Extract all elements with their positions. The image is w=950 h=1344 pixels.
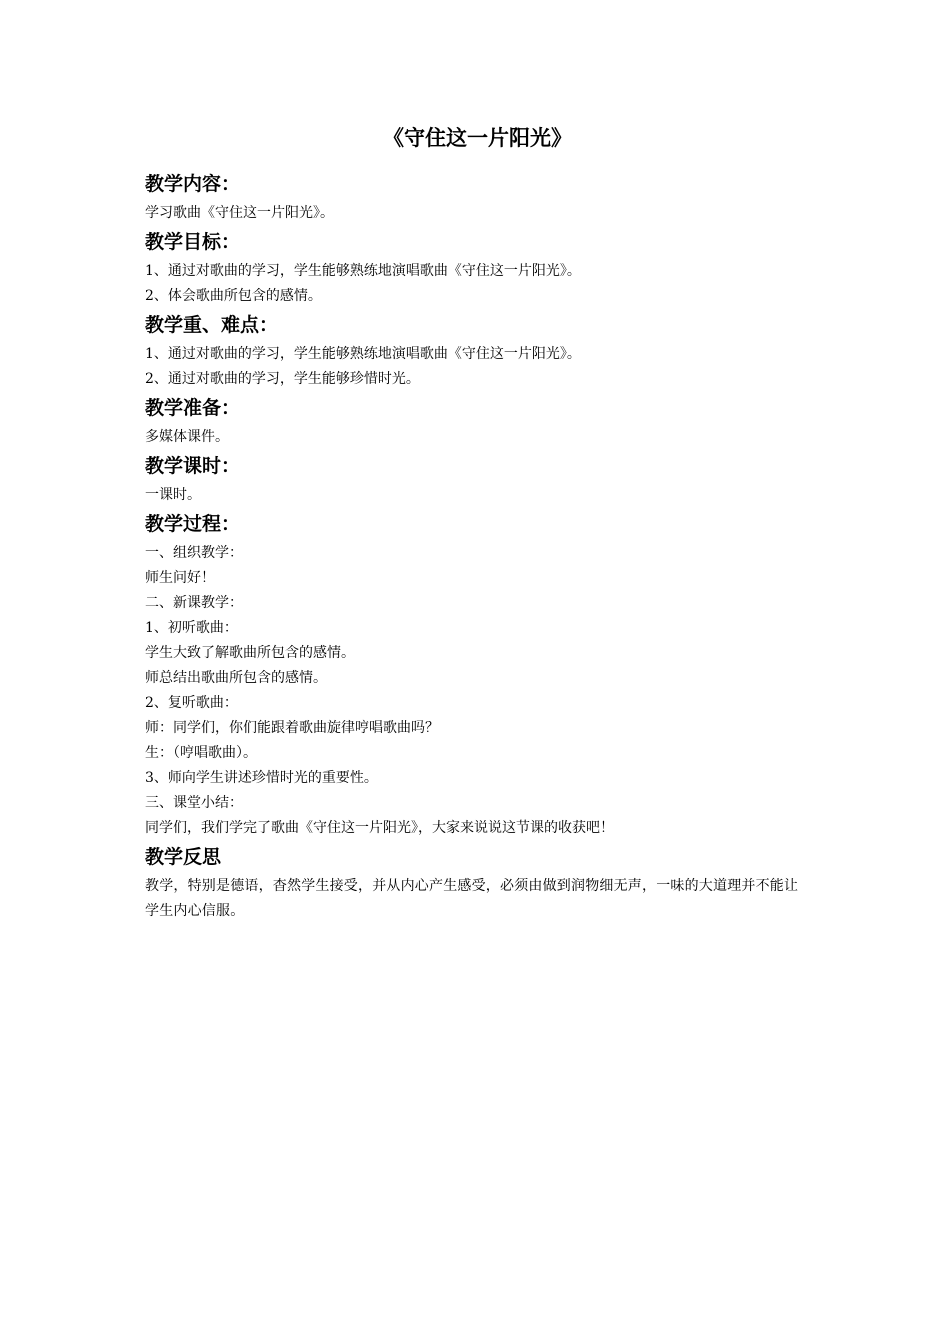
section-teaching-content: [145, 168, 810, 226]
section-heading: 教学重、难点：: [145, 314, 279, 336]
section-preparation: [145, 392, 810, 450]
section-heading: 教学内容：: [145, 173, 241, 195]
section-teaching-goals: [145, 226, 810, 309]
reflection-paragraph: 教学，特别是德语，杳然学生接受，并从内心产生感受，必须由做到润物细无声，一味的大道理并不能让学生内心信服。: [145, 878, 799, 919]
section-heading: 教学目标：: [145, 231, 241, 253]
body-line: 3、师向学生讲述珍惜时光的重要性。: [145, 770, 378, 786]
body-line: 二、新课教学：: [145, 595, 243, 611]
body-line: 生：（哼唱歌曲）。: [145, 745, 257, 761]
section-class-hours: [145, 450, 810, 508]
body-line: 2、通过对歌曲的学习，学生能够珍惜时光。: [145, 371, 420, 387]
section-heading: 教学反思: [145, 846, 222, 868]
body-line: 2、体会歌曲所包含的感情。: [145, 288, 322, 304]
section-heading: 教学过程：: [145, 513, 241, 535]
section-teaching-reflection: [145, 841, 810, 924]
body-line: 师生问好！: [145, 570, 215, 586]
section-heading: 教学准备：: [145, 397, 241, 419]
body-line: 师：同学们，你们能跟着歌曲旋律哼唱歌曲吗？: [145, 720, 439, 736]
body-line: 一课时。: [145, 487, 201, 503]
body-line: 三、课堂小结：: [145, 795, 243, 811]
section-heading: 教学课时：: [145, 455, 241, 477]
body-line: 同学们，我们学完了歌曲《守住这一片阳光》，大家来说说这节课的收获吧！: [145, 820, 614, 836]
body-line: 1、初听歌曲：: [145, 620, 238, 636]
body-line: 1、通过对歌曲的学习，学生能够熟练地演唱歌曲《守住这一片阳光》。: [145, 346, 581, 362]
body-line: 学习歌曲《守住这一片阳光》。: [145, 205, 334, 221]
section-teaching-process: [145, 508, 810, 841]
section-key-difficulties: [145, 309, 810, 392]
body-line: 学生大致了解歌曲所包含的感情。: [145, 645, 355, 661]
body-line: 1、通过对歌曲的学习，学生能够熟练地演唱歌曲《守住这一片阳光》。: [145, 263, 581, 279]
body-line: 2、复听歌曲：: [145, 695, 238, 711]
document-title: 《守住这一片阳光》: [383, 125, 572, 150]
body-line: 师总结出歌曲所包含的感情。: [145, 670, 327, 686]
body-line: 一、组织教学：: [145, 545, 243, 561]
body-line: 多媒体课件。: [145, 429, 229, 445]
document-page: [145, 118, 810, 924]
